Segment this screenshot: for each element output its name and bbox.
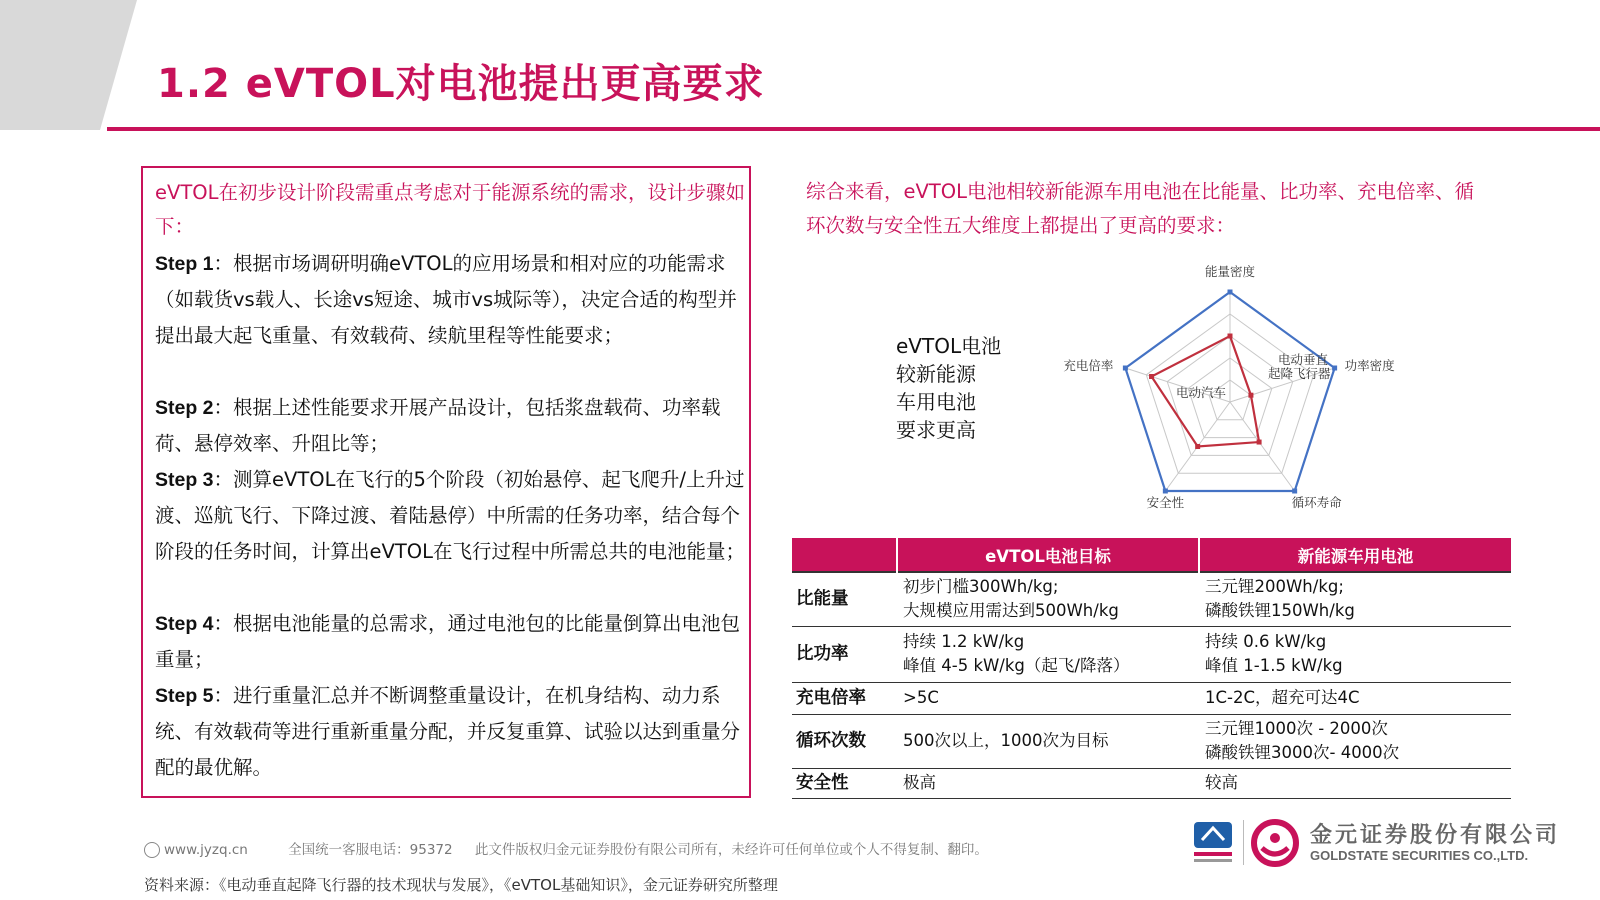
logo-divider xyxy=(1243,820,1244,865)
hotline: 全国统一客服电话：95372 xyxy=(288,842,453,858)
radar-point xyxy=(1149,374,1154,379)
radar-note-line: eVTOL电池 xyxy=(896,334,1002,358)
source-note: 资料来源：《电动垂直起降飞行器的技术现状与发展》，《eVTOL基础知识》，金元证券研究所整理 xyxy=(144,876,778,894)
title-underline xyxy=(107,127,1600,131)
summary-text: 综合来看，eVTOL电池相较新能源车用电池在比能量、比功率、充电倍率、循环次数与安全性五大维度上都提出了更高的要求： xyxy=(806,180,1474,237)
radar-point xyxy=(1228,290,1233,295)
step-text: ：根据上述性能要求开展产品设计，包括浆盘载荷、功率载荷、悬停效率、升阻比等； xyxy=(155,396,721,455)
table-row xyxy=(792,768,1511,798)
radar-series-label: 电动汽车 xyxy=(1176,385,1227,400)
airport-group-logo-icon xyxy=(1188,818,1238,868)
evtol-cell: 极高 xyxy=(897,768,1199,798)
row-label: 充电倍率 xyxy=(792,682,897,714)
step-label: Step 2 xyxy=(155,397,214,419)
step-1 xyxy=(155,246,745,354)
radar-chart xyxy=(1040,244,1480,534)
radar-axis-label: 充电倍率 xyxy=(1063,358,1114,374)
footer-line xyxy=(144,838,1144,858)
ev-cell: 持续 0.6 kW/kg 峰值 1-1.5 kW/kg xyxy=(1199,626,1511,682)
table-header-evtol: eVTOL电池目标 xyxy=(897,538,1199,572)
website[interactable]: www.jyzq.cn xyxy=(144,842,266,858)
steps-intro: eVTOL在初步设计阶段需重点考虑对于能源系统的需求，设计步骤如下： xyxy=(155,181,745,238)
step-text: ：进行重量汇总并不断调整重量设计，在机身结构、动力系统、有效载荷等进行重新重量分配，并反复重算、试验以达到重量分配的最优解。 xyxy=(155,684,741,779)
step-text: ：根据市场调研明确eVTOL的应用场景和相对应的功能需求（如载货vs载人、长途vs短途、城市vs城际等），决定合适的构型并提出最大起飞重量、有效载荷、续航里程等性能要求； xyxy=(155,252,737,347)
step-label: Step 4 xyxy=(155,613,214,635)
ev-cell: 较高 xyxy=(1199,768,1511,798)
row-label: 比能量 xyxy=(792,572,897,626)
copyright-notice: 此文件版权归金元证券股份有限公司所有，未经许可任何单位或个人不得复制、翻印。 xyxy=(474,842,988,858)
table-row xyxy=(792,572,1511,626)
radar-note-line: 要求更高 xyxy=(896,418,976,442)
row-label: 循环次数 xyxy=(792,714,897,768)
comparison-table xyxy=(792,538,1511,799)
step-label: Step 5 xyxy=(155,685,214,707)
header-decoration xyxy=(0,0,140,130)
step-text: ：根据电池能量的总需求，通过电池包的比能量倒算出电池包重量； xyxy=(155,612,741,671)
step-label: Step 1 xyxy=(155,253,214,275)
radar-axis-label: 安全性 xyxy=(1146,494,1185,510)
radar-note xyxy=(896,332,1001,444)
step-text: ：测算eVTOL在飞行的5个阶段（初始悬停、起飞爬升/上升过渡、巡航飞行、下降过渡、着陆悬停）中所需的任务功率，结合每个阶段的任务时间，计算出eVTOL在飞行过程中所需总共的电池能量； xyxy=(155,468,745,563)
radar-point xyxy=(1332,366,1337,371)
ev-cell: 三元锂200Wh/kg; 磷酸铁锂150Wh/kg xyxy=(1199,572,1511,626)
radar-point xyxy=(1195,444,1200,449)
table-row xyxy=(792,682,1511,714)
radar-point xyxy=(1123,366,1128,371)
company-name-cn: 金元证券股份有限公司 xyxy=(1310,823,1561,848)
radar-point xyxy=(1228,334,1233,339)
radar-note-line: 车用电池 xyxy=(896,390,976,414)
radar-spoke xyxy=(1230,402,1295,491)
radar-axis-label: 功率密度 xyxy=(1344,358,1395,374)
step-5 xyxy=(155,678,745,786)
radar-axis-label: 循环寿命 xyxy=(1291,494,1342,510)
row-label: 比功率 xyxy=(792,626,897,682)
radar-series-label: 电动垂直 xyxy=(1278,352,1329,367)
step-label: Step 3 xyxy=(155,469,214,491)
page-title: 1.2 eVTOL对电池提出更高要求 xyxy=(157,61,765,107)
step-4 xyxy=(155,606,745,678)
globe-icon xyxy=(144,842,160,858)
radar-note-line: 较新能源 xyxy=(896,362,976,386)
radar-point xyxy=(1257,440,1262,445)
row-label: 安全性 xyxy=(792,768,897,798)
step-2 xyxy=(155,390,745,462)
table-header-ev: 新能源车用电池 xyxy=(1199,538,1511,572)
goldstate-logo-icon xyxy=(1250,818,1300,868)
radar-series-label: 起降飞行器 xyxy=(1268,366,1331,381)
evtol-cell: 500次以上，1000次为目标 xyxy=(897,714,1199,768)
radar-point xyxy=(1292,488,1297,493)
ev-cell: 三元锂1000次 - 2000次 磷酸铁锂3000次- 4000次 xyxy=(1199,714,1511,768)
company-name-en: GOLDSTATE SECURITIES CO.,LTD. xyxy=(1310,848,1529,863)
table-row xyxy=(792,626,1511,682)
evtol-cell: 持续 1.2 kW/kg 峰值 4-5 kW/kg（起飞/降落） xyxy=(897,626,1199,682)
radar-point xyxy=(1248,393,1253,398)
evtol-cell: >5C xyxy=(897,682,1199,714)
evtol-cell: 初步门槛300Wh/kg; 大规模应用需达到500Wh/kg xyxy=(897,572,1199,626)
radar-point xyxy=(1163,488,1168,493)
step-3 xyxy=(155,462,745,570)
radar-axis-label: 能量密度 xyxy=(1204,264,1256,279)
table-header-blank xyxy=(792,538,897,572)
table-row xyxy=(792,714,1511,768)
ev-cell: 1C-2C，超充可达4C xyxy=(1199,682,1511,714)
